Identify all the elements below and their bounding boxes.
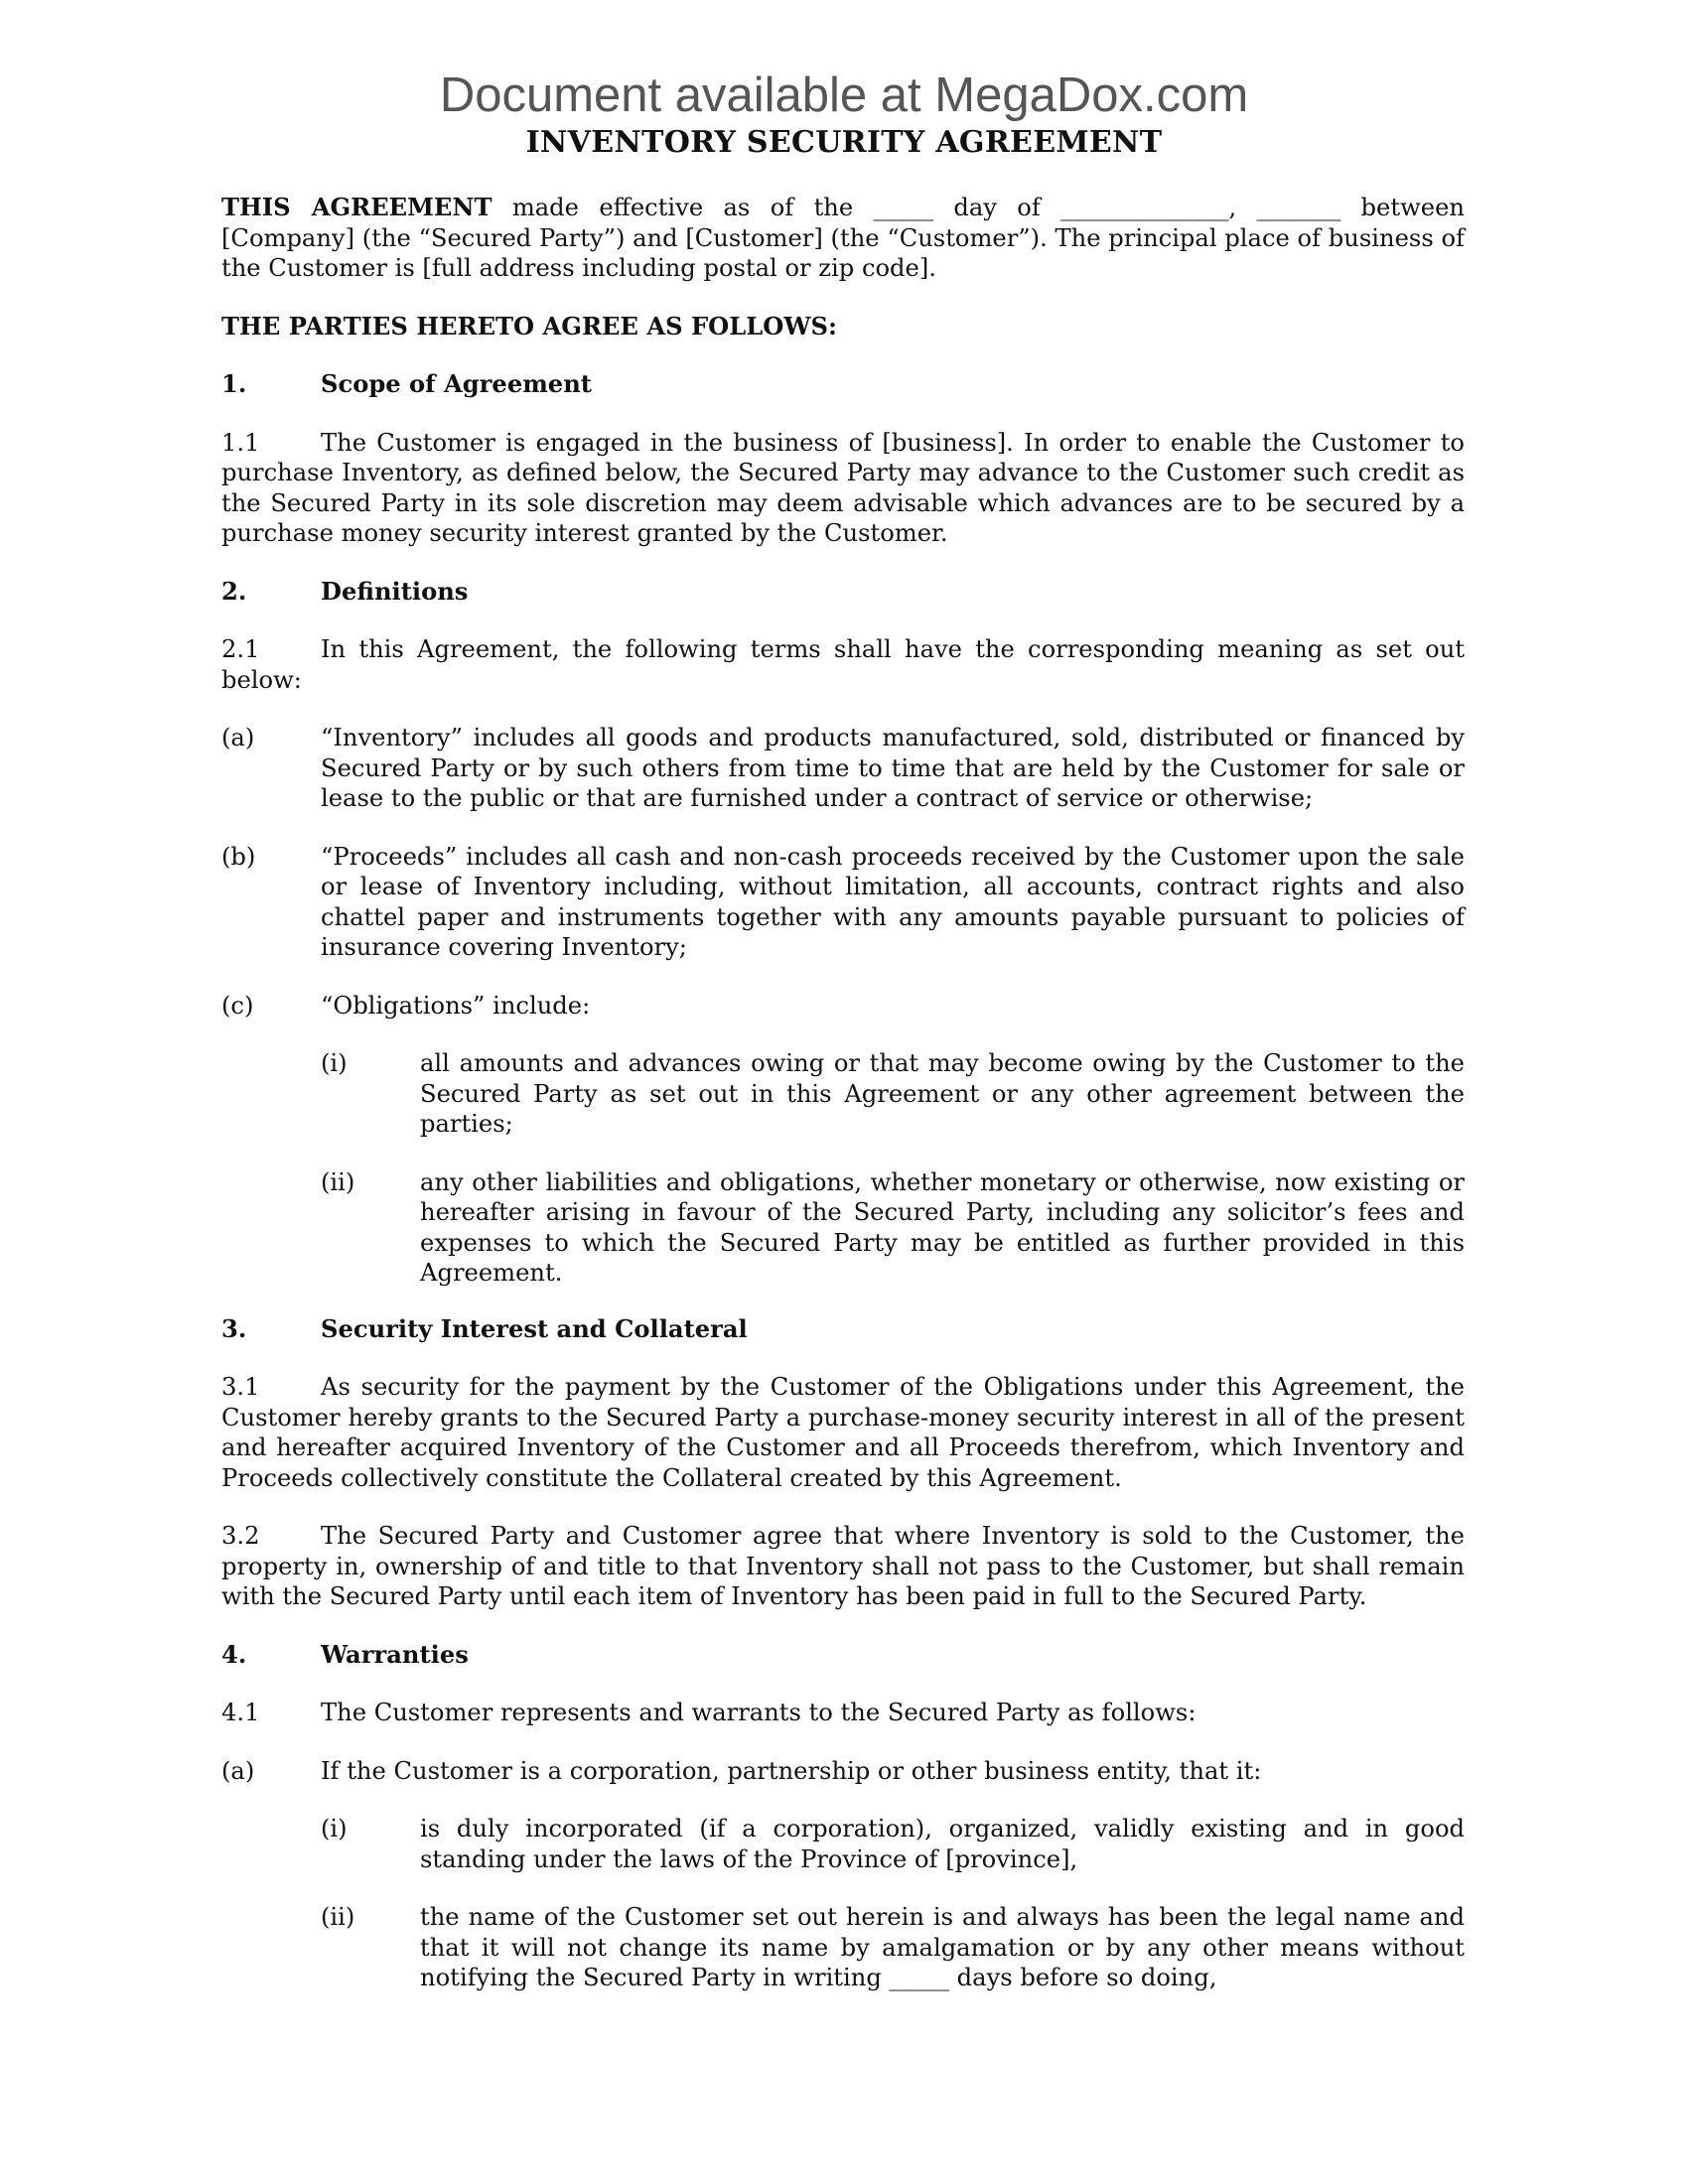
section-number: 3. (221, 1313, 247, 1343)
warranty-a-ii (321, 1902, 1465, 1993)
definition-c (221, 991, 1465, 1022)
clause-number: 2.1 (221, 635, 260, 663)
clause-number: 3.2 (221, 1522, 260, 1550)
intro-lead: THIS AGREEMENT (221, 193, 492, 221)
clause-4-1 (221, 1698, 1465, 1728)
clause-number: 3.1 (221, 1373, 260, 1401)
clause-text: The Customer represents and warrants to the Secured Party as follows: (321, 1699, 1196, 1726)
sub-item-text: the name of the Customer set out herein is and always has been the legal name and that it will not change its name by amalgamation or by any other means without notifying the Secured Party in writing _____ days before so doing, (420, 1903, 1465, 1991)
clause-1-1 (221, 428, 1465, 549)
definition-c-i (321, 1048, 1465, 1140)
item-label: (b) (221, 842, 256, 871)
sub-item-text: all amounts and advances owing or that may become owing by the Customer to the Secured Party as set out in this Agreement or any other agreement between the parties; (420, 1049, 1465, 1138)
item-text: “Inventory” includes all goods and products manufactured, sold, distributed or financed by Secured Party or by such others from time to time that are held by the Customer for sale or lease to the public or that are furnished under a contract of service or otherwise; (321, 724, 1465, 812)
document-title: INVENTORY SECURITY AGREEMENT (525, 125, 1163, 160)
intro-rest: [Company] (the “Secured Party”) and [Customer] (the “Customer”). The principal place of business of the Customer is [full address including postal or zip code]. (221, 223, 1465, 282)
item-text: “Obligations” include: (321, 991, 591, 1020)
section-title: Definitions (321, 576, 469, 606)
section-number: 2. (221, 576, 247, 606)
sub-item-label: (i) (321, 1815, 348, 1843)
item-text: “Proceeds” includes all cash and non-cash proceeds received by the Customer upon the sale or lease of Inventory including, without limitation, all accounts, contract rights and also chattel paper and instruments together with any amounts payable pursuant to policies of insurance covering Inventory; (321, 842, 1465, 961)
definition-a (221, 723, 1465, 814)
intro-line-1 (221, 193, 1465, 223)
clause-text: The Secured Party and Customer agree that where Inventory is sold to the Customer, the property in, ownership of and title to that Inventory shall not pass to the Customer, but shall remain with the Secured Party until each item of Inventory has been paid in full to the Secured Party. (221, 1522, 1465, 1610)
section-number: 1. (221, 369, 247, 398)
section-title: Scope of Agreement (321, 369, 592, 398)
clause-text: In this Agreement, the following terms shall have the corresponding meaning as set out below: (221, 635, 1465, 694)
section-number: 4. (221, 1639, 247, 1669)
sub-item-text: is duly incorporated (if a corporation), organized, validly existing and in good standing under the laws of the Province of [province], (420, 1815, 1465, 1873)
section-title: Security Interest and Collateral (321, 1313, 748, 1343)
sub-item-label: (i) (321, 1049, 348, 1077)
sub-item-label: (ii) (321, 1903, 355, 1931)
section-4-heading (221, 1640, 1465, 1671)
section-3-heading (221, 1314, 1465, 1345)
document-body (221, 193, 1465, 1993)
sub-item-text: any other liabilities and obligations, whether monetary or otherwise, now existing or hereafter arising in favour of the Secured Party, including any solicitor’s fees and expenses to which the Secured Party may be entitled as further provided in this Agreement. (420, 1167, 1465, 1287)
clause-text: The Customer is engaged in the business of [business]. In order to enable the Customer to purchase Inventory, as defined below, the Secured Party may advance to the Customer such credit as the Secured Party in its sole discretion may deem advisable which advances are to be secured by a purchase money security interest granted by the Customer. (221, 428, 1465, 547)
clause-number: 4.1 (221, 1699, 260, 1726)
item-label: (a) (221, 1756, 255, 1785)
clause-2-1 (221, 634, 1465, 695)
section-1-heading (221, 369, 1465, 400)
section-title: Warranties (321, 1639, 469, 1669)
clause-3-1 (221, 1372, 1465, 1493)
definition-b (221, 842, 1465, 963)
item-text: If the Customer is a corporation, partnership or other business entity, that it: (321, 1756, 1262, 1785)
intro-line1-rest: made effective as of the _____ day of ______________, _______ between (511, 194, 1465, 221)
warranty-a (221, 1756, 1465, 1787)
clause-number: 1.1 (221, 428, 260, 457)
warranty-a-i (321, 1814, 1465, 1874)
watermark: Document available at MegaDox.com (439, 68, 1249, 122)
parties-heading: THE PARTIES HERETO AGREE AS FOLLOWS: (221, 311, 837, 341)
clause-text: As security for the payment by the Customer of the Obligations under this Agreement, the Customer hereby grants to the Secured Party a purchase-money security interest in all of the present and hereafter acquired Inventory of the Customer and all Proceeds therefrom, which Inventory and Proceeds collectively constitute the Collateral created by this Agreement. (221, 1373, 1465, 1492)
definition-c-ii (321, 1167, 1465, 1289)
item-label: (c) (221, 991, 254, 1020)
sub-item-label: (ii) (321, 1167, 355, 1196)
item-label: (a) (221, 724, 255, 751)
clause-3-2 (221, 1521, 1465, 1612)
section-2-heading (221, 577, 1465, 608)
